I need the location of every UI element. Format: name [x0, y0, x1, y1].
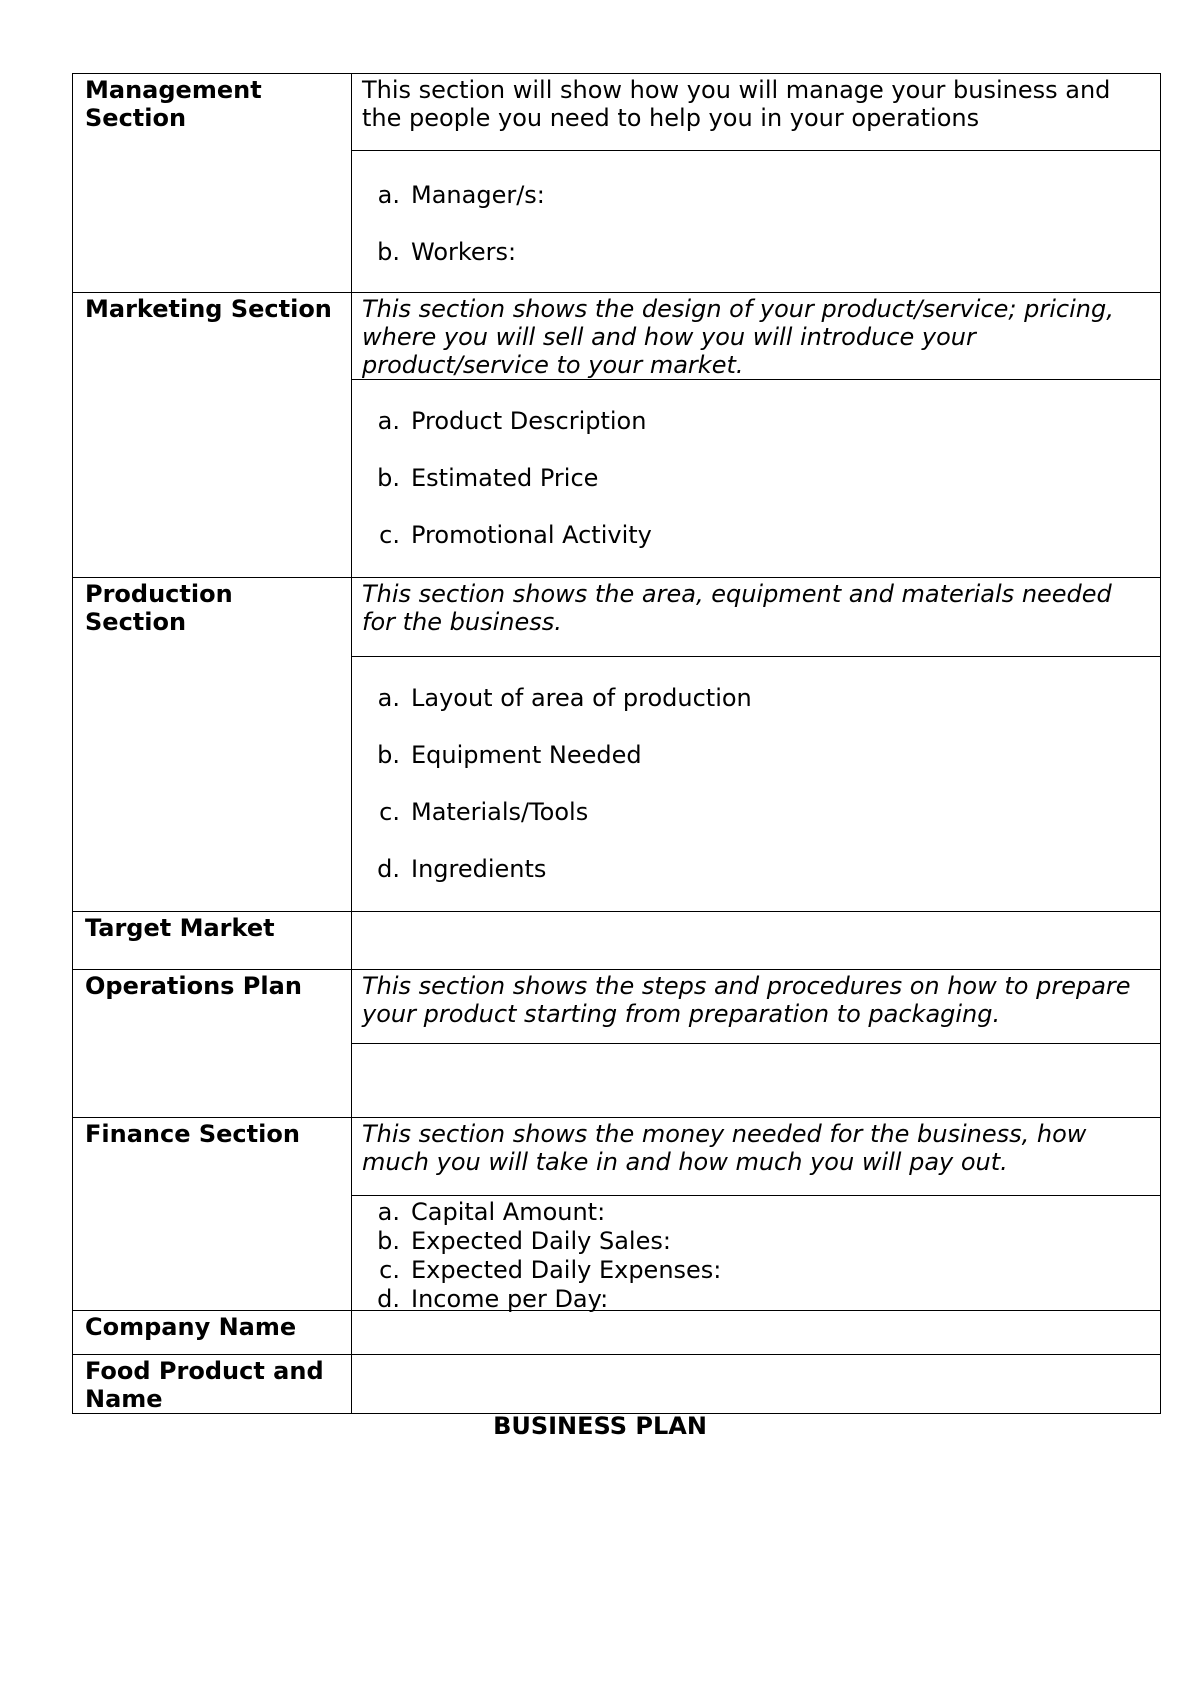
- list-item: b. Expected Daily Sales:: [377, 1227, 671, 1255]
- list-item: d. Income per Day:: [377, 1285, 609, 1313]
- list-item: b. Equipment Needed: [377, 741, 642, 769]
- food-product-field[interactable]: [351, 1355, 1161, 1414]
- management-items-cell[interactable]: [351, 151, 1161, 293]
- list-item: a. Capital Amount:: [377, 1198, 606, 1226]
- list-item: c. Promotional Activity: [379, 521, 652, 549]
- operations-plan-field[interactable]: [351, 1044, 1161, 1118]
- finance-section-label: Finance Section: [72, 1118, 351, 1311]
- company-name-label: Company Name: [72, 1311, 351, 1355]
- list-item: c. Materials/Tools: [379, 798, 589, 826]
- company-name-field[interactable]: [351, 1311, 1161, 1355]
- list-item: a. Layout of area of production: [377, 684, 752, 712]
- list-item: b. Estimated Price: [377, 464, 599, 492]
- production-section-label: Production Section: [72, 578, 351, 912]
- list-item: a. Product Description: [377, 407, 647, 435]
- marketing-items-cell[interactable]: [351, 380, 1161, 578]
- list-item: b. Workers:: [377, 238, 517, 266]
- business-plan-table: [72, 73, 1161, 1414]
- target-market-field[interactable]: [351, 912, 1161, 970]
- production-items-cell[interactable]: [351, 657, 1161, 912]
- food-product-label: Food Product and Name: [72, 1355, 351, 1414]
- operations-plan-description: This section shows the steps and procedures on how to prepare your product starting from preparation to packaging.: [351, 970, 1161, 1044]
- marketing-section-label: Marketing Section: [72, 293, 351, 578]
- management-section-description: This section will show how you will manage your business and the people you need to help you in your operations: [351, 74, 1161, 151]
- marketing-section-description: This section shows the design of your product/service; pricing, where you will sell and how you will introduce your product/service to your market.: [351, 293, 1161, 380]
- management-section-label: Management Section: [72, 74, 351, 293]
- operations-plan-label: Operations Plan: [72, 970, 351, 1118]
- target-market-label: Target Market: [72, 912, 351, 970]
- list-item: a. Manager/s:: [377, 181, 545, 209]
- list-item: d. Ingredients: [377, 855, 547, 883]
- list-item: c. Expected Daily Expenses:: [379, 1256, 722, 1284]
- finance-items-cell[interactable]: [351, 1196, 1161, 1311]
- document-title: BUSINESS PLAN: [493, 1412, 707, 1440]
- finance-section-description: This section shows the money needed for the business, how much you will take in and how much you will pay out.: [351, 1118, 1161, 1196]
- production-section-description: This section shows the area, equipment and materials needed for the business.: [351, 578, 1161, 657]
